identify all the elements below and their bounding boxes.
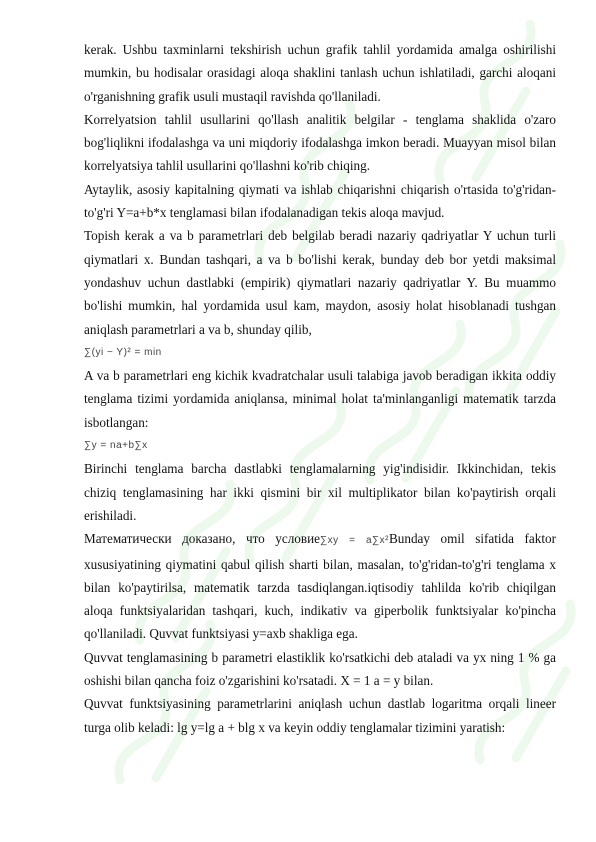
paragraph-6: Birinchi tenglama barcha dastlabki tenglamalarning yig'indisidir. Ikkinchidan, tekis chiziq tenglamasining har ikki qismini bir xil multiplikator bilan ko'paytirish orqali erishiladi. <box>84 461 556 523</box>
paragraph-7-rest: Bunday omil sifatida faktor xususiyatining qiymatini qabul qilish sharti bilan, masalan, to'g'ridan-to'g'ri tenglama x bilan ko'paytirilsa, matematik tarzda tasdiqlangan.iqtisodiy tahlilda ko'rib chiqilgan aloqa funktsiyalaridan tashqari, kuch, indikativ va giperbolik funktsiyalar ko'pincha qo'llaniladi. Quvvat funktsiyasi y=axb shakliga ega. <box>84 531 556 642</box>
paragraph-9: Quvvat funktsiyasining parametrlarini aniqlash uchun dastlab logaritma orqali lineer turga olib keladi: lg y=lg a + blg x va keyin oddiy tenglamalar tizimini yaratish: <box>84 696 556 735</box>
formula-inline-condition: ∑xy = a∑x² <box>320 535 389 547</box>
paragraph-1: kerak. Ushbu taxminlarni tekshirish uchun grafik tahlil yordamida amalga oshirilishi mumkin, bu hodisalar orasidagi aloqa shaklini tanlash uchun ishlatiladi, garchi aloqani o'rganishning grafik usuli mustaqil ravishda qo'llaniladi. <box>84 42 556 104</box>
formula-normal-equation: ∑y = na+b∑x <box>84 440 148 452</box>
document-body <box>84 38 556 739</box>
paragraph-5: A va b parametrlari eng kichik kvadratchalar usuli talabiga javob beradigan ikkita oddiy tenglama tizimi yordamida aniqlansa, minimal holat ta'minlanganligi matematik tarzda isbotlangan: <box>84 368 556 430</box>
paragraph-4: Topish kerak a va b parametrlari deb belgilab beradi nazariy qadriyatlar Y uchun turli qiymatlari x. Bundan tashqari, a va b bo'lishi kerak, bunday deb bor yetdi maksimal yondashuv uchun dastlabki (empirik) qiymatlari nazariy qadriyatlar Y. Bu muammo bo'lishi mumkin, hal yordamida usul kam, maydon, asosiy holat hisoblanadi tushgan aniqlash parametrlari a va b, shunday qilib, <box>84 228 556 337</box>
paragraph-7-lead: Математически доказано, что условие <box>84 531 321 547</box>
paragraph-2: Korrelyatsion tahlil usullarini qo'llash analitik belgilar - tenglama shaklida o'zaro bog'liqlikni ifodalashga va uni miqdoriy ifodalashga imkon beradi. Muayyan misol bilan korrelyatsiya tahlil usullarini qo'llashni ko'rib chiqing. <box>84 111 556 174</box>
paragraph-7 <box>84 527 556 645</box>
paragraph-3: Aytaylik, asosiy kapitalning qiymati va ishlab chiqarishni chiqarish o'rtasida to'g'ridan-to'g'ri Y=a+b*x tenglamasi bilan ifodalanadigan tekis aloqa mavjud. <box>84 181 556 221</box>
paragraph-8: Quvvat tenglamasining b parametri elastiklik ko'rsatkichi deb ataladi va yx ning 1 % ga oshishi bilan qancha foiz o'zgarishini ko'rsatadi. X = 1 a = y bilan. <box>84 649 556 689</box>
formula-least-squares: ∑(yi − Y)² = min <box>84 346 162 358</box>
